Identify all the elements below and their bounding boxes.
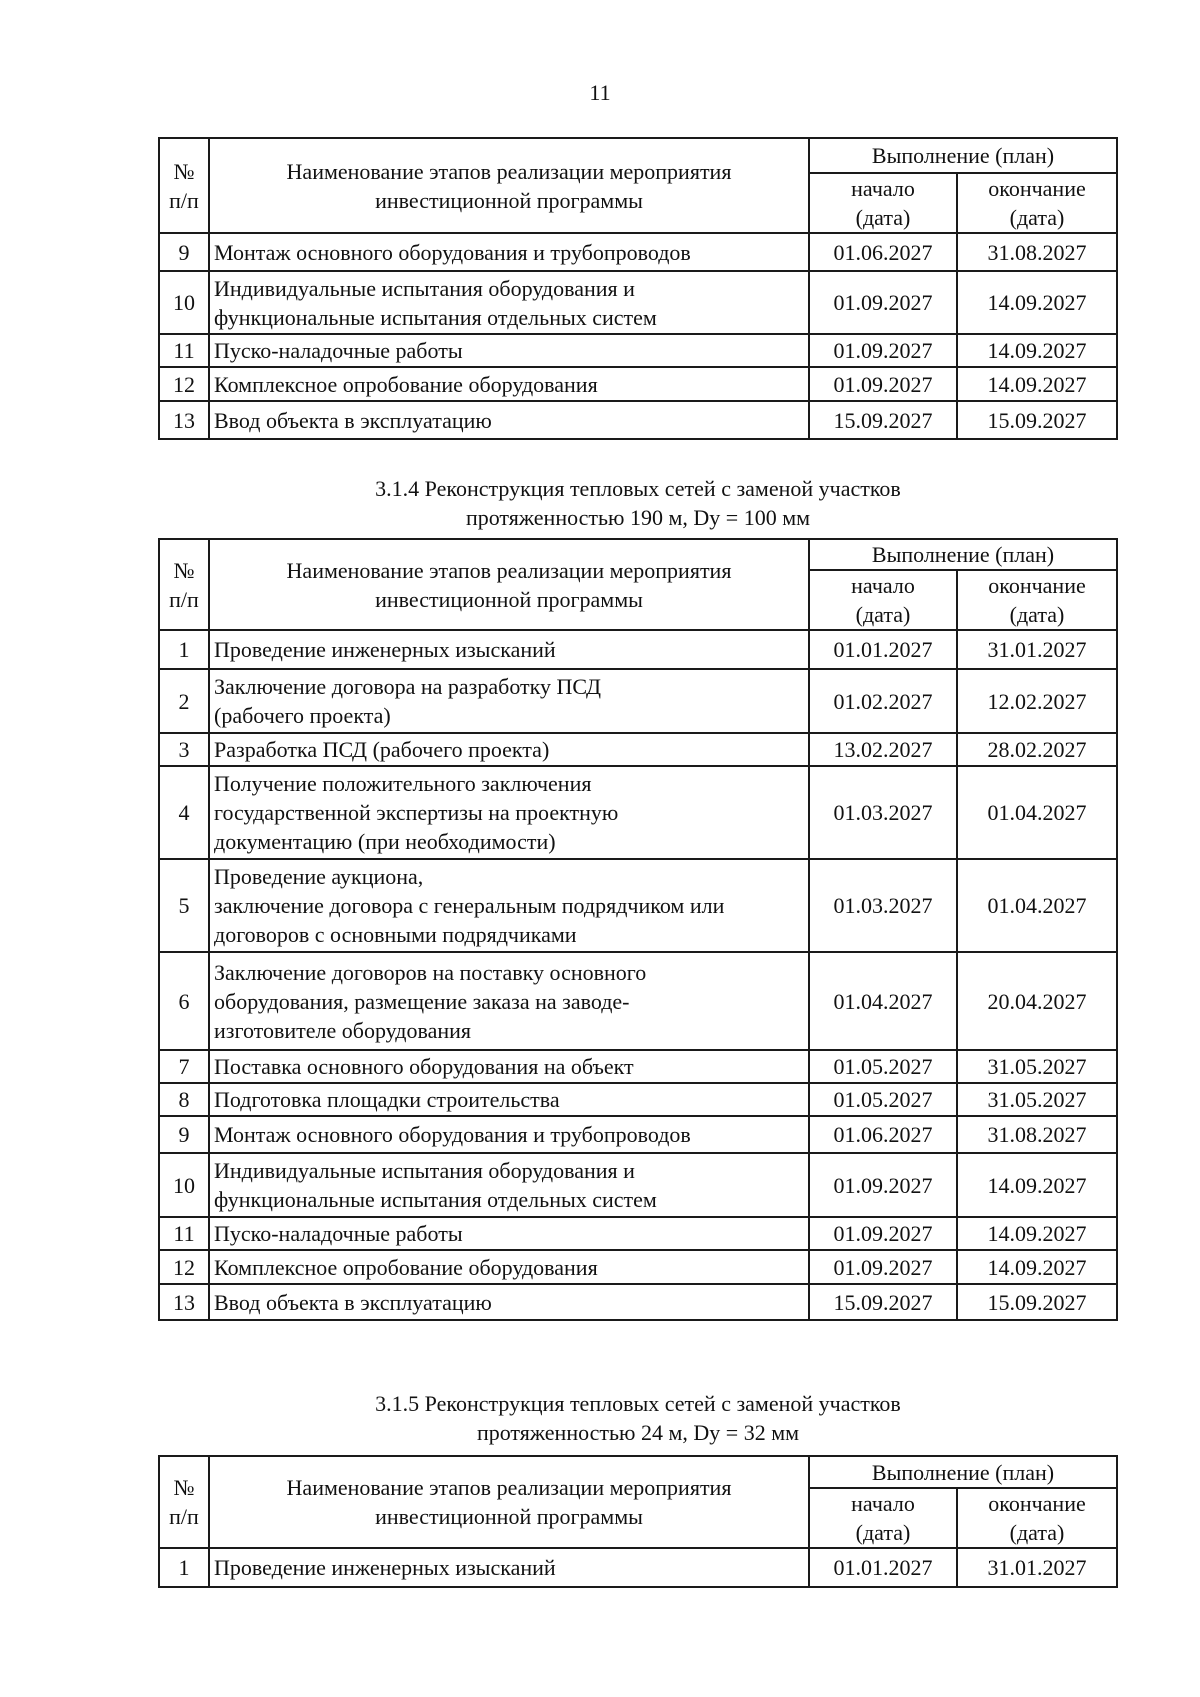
stage-name-line: документацию (при необходимости) [214, 829, 556, 854]
row-end-date: 12.02.2027 [957, 669, 1117, 733]
row-end-date: 20.04.2027 [957, 952, 1117, 1050]
row-number: 1 [159, 1548, 209, 1587]
stage-name-line: Комплексное опробование оборудования [214, 1254, 598, 1280]
table-row [159, 952, 1117, 1050]
header-line: п/п [169, 1504, 199, 1529]
row-stage-name [209, 1153, 809, 1217]
row-end-date: 14.09.2027 [957, 1250, 1117, 1284]
table-row [159, 1083, 1117, 1116]
stage-name-line: Заключение договора на разработку ПСД [214, 674, 601, 699]
row-start-date: 01.04.2027 [809, 952, 957, 1050]
table-row [159, 733, 1117, 766]
row-number: 4 [159, 766, 209, 859]
table-row [159, 766, 1117, 859]
row-start-date: 01.05.2027 [809, 1083, 957, 1116]
row-end-date: 31.01.2027 [957, 1548, 1117, 1587]
stage-name-line: (рабочего проекта) [214, 703, 391, 728]
row-end-date: 31.05.2027 [957, 1050, 1117, 1083]
header-line: начало [851, 1491, 915, 1516]
row-number: 9 [159, 1116, 209, 1153]
header-line: № [173, 1475, 195, 1500]
table-row [159, 401, 1117, 439]
section-title-line: 3.1.4 Реконструкция тепловых сетей с заменой участков [375, 476, 901, 501]
row-number: 3 [159, 733, 209, 766]
row-end-date: 31.05.2027 [957, 1083, 1117, 1116]
row-start-date: 01.01.2027 [809, 630, 957, 669]
header-line: инвестиционной программы [375, 1504, 643, 1529]
row-stage-name [209, 859, 809, 952]
stage-name-line: Проведение инженерных изысканий [214, 637, 556, 662]
page-number: 11 [589, 80, 611, 105]
table-header-row [159, 1456, 1117, 1488]
stage-name-line: функциональные испытания отдельных систем [214, 304, 657, 330]
row-end-date: 14.09.2027 [957, 334, 1117, 367]
table-row [159, 630, 1117, 669]
stage-name-line: заключение договора с генеральным подрядчиком или [214, 893, 725, 918]
row-stage-name [209, 271, 809, 334]
row-stage-name [209, 401, 809, 439]
row-number: 11 [159, 1217, 209, 1250]
row-end-date: 31.08.2027 [957, 1116, 1117, 1153]
header-end-date [957, 173, 1117, 233]
header-line: окончание [988, 573, 1086, 598]
row-start-date: 01.02.2027 [809, 669, 957, 733]
row-start-date: 01.09.2027 [809, 271, 957, 334]
stage-name-line: Пуско-наладочные работы [214, 1221, 463, 1246]
stage-name-line: Индивидуальные испытания оборудования и [214, 275, 635, 301]
header-line: инвестиционной программы [375, 187, 643, 213]
header-line: Наименование этапов реализации мероприятия [286, 1475, 732, 1500]
header-stage-name [209, 1456, 809, 1548]
header-line: п/п [169, 187, 199, 213]
header-line: Наименование этапов реализации мероприятия [286, 158, 732, 184]
table-row [159, 1250, 1117, 1284]
table-row [159, 1217, 1117, 1250]
table-row [159, 859, 1117, 952]
header-start-date [809, 1488, 957, 1548]
row-number: 12 [159, 367, 209, 401]
row-end-date: 15.09.2027 [957, 1284, 1117, 1320]
row-start-date: 13.02.2027 [809, 733, 957, 766]
stage-name-line: функциональные испытания отдельных систем [214, 1187, 657, 1212]
stage-name-line: Пуско-наладочные работы [214, 338, 463, 363]
stage-name-line: Подготовка площадки строительства [214, 1087, 560, 1112]
row-stage-name [209, 1116, 809, 1153]
section-title-line: протяженностью 190 м, Dу = 100 мм [465, 505, 811, 530]
row-start-date: 01.03.2027 [809, 859, 957, 952]
row-end-date: 14.09.2027 [957, 1217, 1117, 1250]
stage-name-line: изготовителе оборудования [214, 1017, 471, 1043]
row-stage-name [209, 669, 809, 733]
table-row [159, 334, 1117, 367]
header-line: (дата) [855, 1520, 911, 1545]
stage-name-line: Разработка ПСД (рабочего проекта) [214, 737, 550, 762]
stage-name-line: Индивидуальные испытания оборудования и [214, 1158, 635, 1183]
stage-name-line: договоров с основными подрядчиками [214, 922, 577, 947]
header-line: № [173, 158, 195, 184]
header-line: (дата) [1009, 205, 1065, 230]
row-start-date: 15.09.2027 [809, 401, 957, 439]
row-start-date: 01.05.2027 [809, 1050, 957, 1083]
row-stage-name [209, 1548, 809, 1587]
header-stage-name [209, 539, 809, 630]
row-stage-name [209, 334, 809, 367]
row-number: 7 [159, 1050, 209, 1083]
section-title [158, 474, 1118, 532]
row-stage-name [209, 1284, 809, 1320]
row-start-date: 01.09.2027 [809, 334, 957, 367]
schedule-table [158, 1455, 1118, 1588]
row-end-date: 14.09.2027 [957, 367, 1117, 401]
row-number: 6 [159, 952, 209, 1050]
header-line: п/п [169, 586, 199, 612]
row-stage-name [209, 1050, 809, 1083]
header-line: Наименование этапов реализации мероприятия [286, 557, 732, 583]
row-number: 10 [159, 1153, 209, 1217]
row-stage-name [209, 952, 809, 1050]
row-start-date: 01.09.2027 [809, 1217, 957, 1250]
row-number: 1 [159, 630, 209, 669]
row-stage-name [209, 1083, 809, 1116]
header-end-date [957, 1488, 1117, 1548]
header-line: окончание [988, 1491, 1086, 1516]
stage-name-line: государственной экспертизы на проектную [214, 800, 619, 825]
row-number: 13 [159, 1284, 209, 1320]
row-end-date: 14.09.2027 [957, 1153, 1117, 1217]
header-number [159, 138, 209, 233]
row-start-date: 01.09.2027 [809, 1250, 957, 1284]
stage-name-line: Монтаж основного оборудования и трубопроводов [214, 1122, 691, 1147]
row-number: 13 [159, 401, 209, 439]
row-stage-name [209, 1217, 809, 1250]
row-number: 2 [159, 669, 209, 733]
table-row [159, 1284, 1117, 1320]
row-stage-name [209, 630, 809, 669]
section-title [158, 1389, 1118, 1447]
row-end-date: 28.02.2027 [957, 733, 1117, 766]
section-title-line: 3.1.5 Реконструкция тепловых сетей с заменой участков [375, 1391, 901, 1416]
stage-name-line: Ввод объекта в эксплуатацию [214, 1289, 492, 1315]
schedule-table [158, 137, 1118, 440]
table-header-row [159, 138, 1117, 173]
header-number [159, 1456, 209, 1548]
header-plan: Выполнение (план) [809, 1456, 1117, 1488]
row-start-date: 01.09.2027 [809, 367, 957, 401]
header-number [159, 539, 209, 630]
row-number: 8 [159, 1083, 209, 1116]
stage-name-line: Заключение договоров на поставку основного [214, 959, 647, 985]
stage-name-line: Монтаж основного оборудования и трубопроводов [214, 239, 691, 265]
header-line: (дата) [855, 602, 911, 627]
schedule-table [158, 538, 1118, 1321]
header-line: № [173, 557, 195, 583]
header-stage-name [209, 138, 809, 233]
stage-name-line: Проведение аукциона, [214, 864, 424, 889]
header-line: (дата) [1009, 602, 1065, 627]
table-header-row [159, 539, 1117, 570]
row-start-date: 01.06.2027 [809, 1116, 957, 1153]
stage-name-line: Поставка основного оборудования на объект [214, 1054, 634, 1079]
row-end-date: 01.04.2027 [957, 859, 1117, 952]
row-number: 12 [159, 1250, 209, 1284]
row-stage-name [209, 1250, 809, 1284]
header-line: инвестиционной программы [375, 586, 643, 612]
table-row [159, 1153, 1117, 1217]
row-number: 5 [159, 859, 209, 952]
row-end-date: 15.09.2027 [957, 401, 1117, 439]
table-row [159, 233, 1117, 271]
header-start-date [809, 173, 957, 233]
stage-name-line: оборудования, размещение заказа на заводе- [214, 988, 630, 1014]
header-line: окончание [988, 176, 1086, 201]
section-title-line: протяженностью 24 м, Dу = 32 мм [476, 1420, 800, 1445]
stage-name-line: Получение положительного заключения [214, 771, 592, 796]
row-stage-name [209, 367, 809, 401]
table-row [159, 1548, 1117, 1587]
row-number: 11 [159, 334, 209, 367]
row-stage-name [209, 766, 809, 859]
header-line: начало [851, 573, 915, 598]
row-start-date: 15.09.2027 [809, 1284, 957, 1320]
row-start-date: 01.06.2027 [809, 233, 957, 271]
header-plan: Выполнение (план) [809, 138, 1117, 173]
row-end-date: 01.04.2027 [957, 766, 1117, 859]
table-row [159, 271, 1117, 334]
row-number: 10 [159, 271, 209, 334]
header-end-date [957, 570, 1117, 630]
row-start-date: 01.03.2027 [809, 766, 957, 859]
stage-name-line: Проведение инженерных изысканий [214, 1555, 556, 1580]
row-number: 9 [159, 233, 209, 271]
header-start-date [809, 570, 957, 630]
row-stage-name [209, 733, 809, 766]
header-plan: Выполнение (план) [809, 539, 1117, 570]
row-end-date: 14.09.2027 [957, 271, 1117, 334]
header-line: начало [851, 176, 915, 201]
row-end-date: 31.08.2027 [957, 233, 1117, 271]
header-line: (дата) [1009, 1520, 1065, 1545]
table-row [159, 1116, 1117, 1153]
stage-name-line: Комплексное опробование оборудования [214, 371, 598, 397]
row-start-date: 01.01.2027 [809, 1548, 957, 1587]
table-row [159, 669, 1117, 733]
row-stage-name [209, 233, 809, 271]
row-end-date: 31.01.2027 [957, 630, 1117, 669]
table-row [159, 367, 1117, 401]
row-start-date: 01.09.2027 [809, 1153, 957, 1217]
table-row [159, 1050, 1117, 1083]
header-line: (дата) [855, 205, 911, 230]
stage-name-line: Ввод объекта в эксплуатацию [214, 407, 492, 433]
